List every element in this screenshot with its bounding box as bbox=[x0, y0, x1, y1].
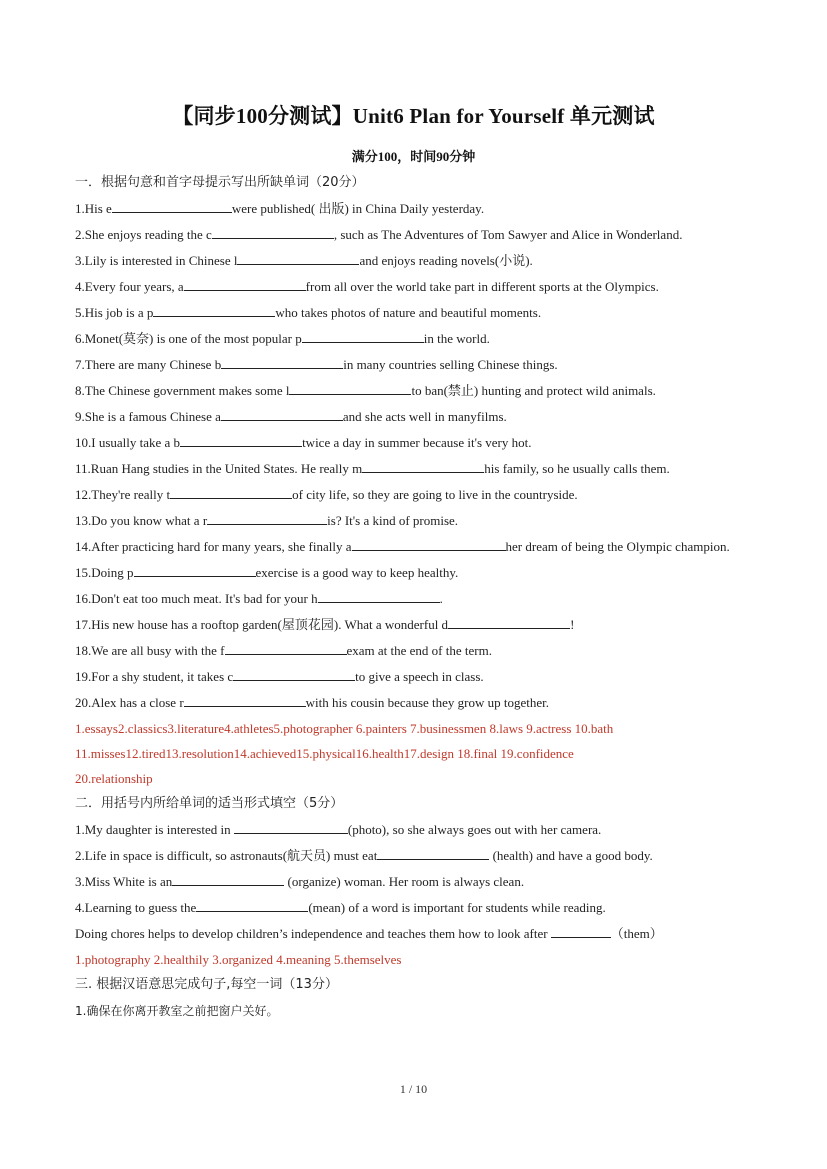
question-line: 2.Life in space is difficult, so astronauts(航天员) must eat (health) and have a good body. bbox=[75, 848, 653, 863]
answer-blank[interactable] bbox=[184, 693, 306, 707]
question-line: 4.Every four years, a from all over the world take part in different sports at the Olympics. bbox=[75, 279, 659, 294]
question-line: 8.The Chinese government makes some l to ban(禁止) hunting and protect wild animals. bbox=[75, 383, 656, 398]
answer-key-line: 1.photography 2.healthily 3.organized 4.meaning 5.themselves bbox=[75, 952, 402, 967]
question-line: 1.My daughter is interested in (photo), so she always goes out with her camera. bbox=[75, 822, 602, 837]
answer-key-line: 20.relationship bbox=[75, 771, 153, 786]
question-line: 3.Lily is interested in Chinese l and enjoys reading novels(小说). bbox=[75, 253, 533, 268]
answer-blank[interactable] bbox=[221, 407, 343, 421]
question-line: 15.Doing p exercise is a good way to keep healthy. bbox=[75, 565, 459, 580]
section1-heading: 一．根据句意和首字母提示写出所缺单词（20分） bbox=[75, 175, 365, 190]
question-line: 7.There are many Chinese b in many countries selling Chinese things. bbox=[75, 357, 558, 372]
answer-blank[interactable] bbox=[318, 589, 440, 603]
answer-blank[interactable] bbox=[184, 277, 306, 291]
answer-blank[interactable] bbox=[134, 563, 256, 577]
question-line: 12.They're really t of city life, so they are going to live in the countryside. bbox=[75, 487, 578, 502]
question-line: 17.His new house has a rooftop garden(屋顶花园). What a wonderful d ! bbox=[75, 617, 575, 632]
document-title: 【同步100分测试】Unit6 Plan for Yourself 单元测试 bbox=[172, 104, 655, 128]
question-line: 9.She is a famous Chinese a and she acts well in manyfilms. bbox=[75, 409, 507, 424]
section2-heading: 二．用括号内所给单词的适当形式填空（5分） bbox=[75, 796, 344, 811]
answer-blank[interactable] bbox=[352, 537, 506, 551]
answer-blank[interactable] bbox=[221, 355, 343, 369]
answer-blank[interactable] bbox=[377, 846, 489, 860]
answer-blank[interactable] bbox=[153, 303, 275, 317]
question-line: 6.Monet(莫奈) is one of the most popular p in the world. bbox=[75, 331, 490, 346]
answer-key-line: 11.misses12.tired13.resolution14.achieved15.physical16.health17.design 18.final 19.confidence bbox=[75, 746, 574, 761]
question-line: 16.Don't eat too much meat. It's bad for your h . bbox=[75, 591, 443, 606]
question-line: 10.I usually take a b twice a day in summer because it's very hot. bbox=[75, 435, 532, 450]
question-line: 2.She enjoys reading the c , such as The Adventures of Tom Sawyer and Alice in Wonderland. bbox=[75, 227, 683, 242]
answer-blank[interactable] bbox=[172, 872, 284, 886]
question-line: 4.Learning to guess the (mean) of a word is important for students while reading. bbox=[75, 900, 606, 915]
question-line: 11.Ruan Hang studies in the United States. He really m his family, so he usually calls them. bbox=[75, 461, 670, 476]
question-line: 3.Miss White is an (organize) woman. Her room is always clean. bbox=[75, 874, 525, 889]
question-line: 18.We are all busy with the f exam at the end of the term. bbox=[75, 643, 492, 658]
answer-blank[interactable] bbox=[233, 667, 355, 681]
answer-blank[interactable] bbox=[237, 251, 359, 265]
answer-blank[interactable] bbox=[170, 485, 292, 499]
answer-blank[interactable] bbox=[551, 924, 611, 938]
answer-blank[interactable] bbox=[289, 381, 411, 395]
page-number: 1 / 10 bbox=[399, 1082, 428, 1096]
document-body bbox=[75, 170, 751, 1024]
answer-blank[interactable] bbox=[196, 898, 308, 912]
question-line: 13.Do you know what a r is? It's a kind of promise. bbox=[75, 513, 459, 528]
question-line: 1.确保在你离开教室之前把窗户关好。 bbox=[75, 1004, 279, 1018]
answer-blank[interactable] bbox=[207, 511, 327, 525]
question-line: 19.For a shy student, it takes c to give a speech in class. bbox=[75, 669, 484, 684]
answer-key-line: 1.essays2.classics3.literature4.athletes5.photographer 6.painters 7.businessmen 8.laws 9.actress 10.bath bbox=[75, 721, 614, 736]
answer-blank[interactable] bbox=[448, 615, 570, 629]
question-line: Doing chores helps to develop children’s independence and teaches them how to look after （them） bbox=[75, 926, 663, 941]
answer-blank[interactable] bbox=[225, 641, 347, 655]
question-line: 5.His job is a p who takes photos of nature and beautiful moments. bbox=[75, 305, 542, 320]
answer-blank[interactable] bbox=[302, 329, 424, 343]
answer-blank[interactable] bbox=[212, 225, 334, 239]
answer-blank[interactable] bbox=[234, 820, 348, 834]
answer-blank[interactable] bbox=[180, 433, 302, 447]
document-subtitle: 满分100，时间90分钟 bbox=[351, 149, 476, 164]
question-line: 14.After practicing hard for many years, she finally a her dream of being the Olympic champion. bbox=[75, 539, 730, 554]
answer-blank[interactable] bbox=[112, 199, 232, 213]
section3-heading: 三. 根据汉语意思完成句子,每空一词（13分） bbox=[75, 977, 338, 992]
question-line: 1.His e were published( 出版) in China Daily yesterday. bbox=[75, 201, 485, 216]
question-line: 20.Alex has a close r with his cousin because they grow up together. bbox=[75, 695, 550, 710]
answer-blank[interactable] bbox=[362, 459, 484, 473]
